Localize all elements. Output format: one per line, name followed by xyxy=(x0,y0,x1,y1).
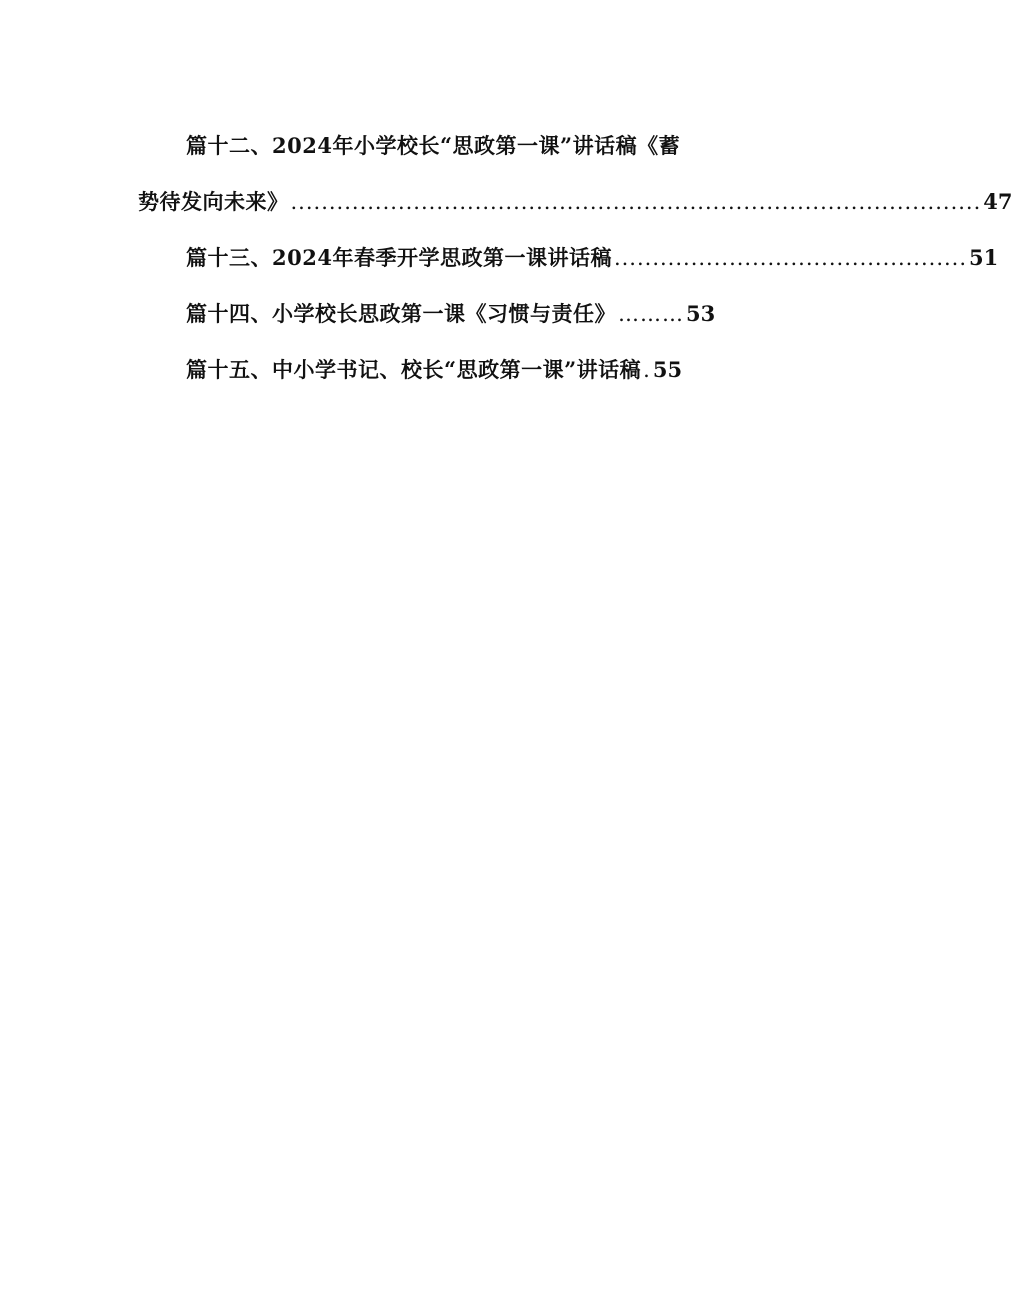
toc-entry-12-line1[interactable] xyxy=(138,118,770,174)
toc-entry-title: 篇十三、2024年春季开学思政第一课讲话稿 xyxy=(186,245,612,270)
toc-leader-dots: .......................................................................................... xyxy=(290,190,982,214)
toc-entry-13[interactable] xyxy=(138,230,999,286)
toc-page-number: 51 xyxy=(969,245,999,270)
toc-entry-title-continued: 势待发向未来》 xyxy=(138,189,289,214)
toc-entry-12-line2[interactable] xyxy=(138,174,1013,230)
toc-entry-title: 篇十五、中小学书记、校长“思政第一课”讲话稿 xyxy=(186,357,642,382)
toc-entry-title: 篇十二、2024年小学校长“思政第一课”讲话稿《蓄 xyxy=(186,133,681,158)
toc-page-number: 53 xyxy=(686,301,716,326)
toc-leader-dots: .............................................. xyxy=(613,246,968,270)
toc-entry-15[interactable] xyxy=(138,342,770,398)
table-of-contents xyxy=(138,118,1013,398)
toc-entry-14[interactable] xyxy=(138,286,770,342)
toc-page-number: 55 xyxy=(652,357,683,382)
toc-leader-dots: . xyxy=(643,358,651,382)
toc-leader-dots: ……… xyxy=(618,302,684,326)
toc-entry-title: 篇十四、小学校长思政第一课《习惯与责任》 xyxy=(186,301,616,326)
toc-page-number: 47 xyxy=(983,189,1013,214)
